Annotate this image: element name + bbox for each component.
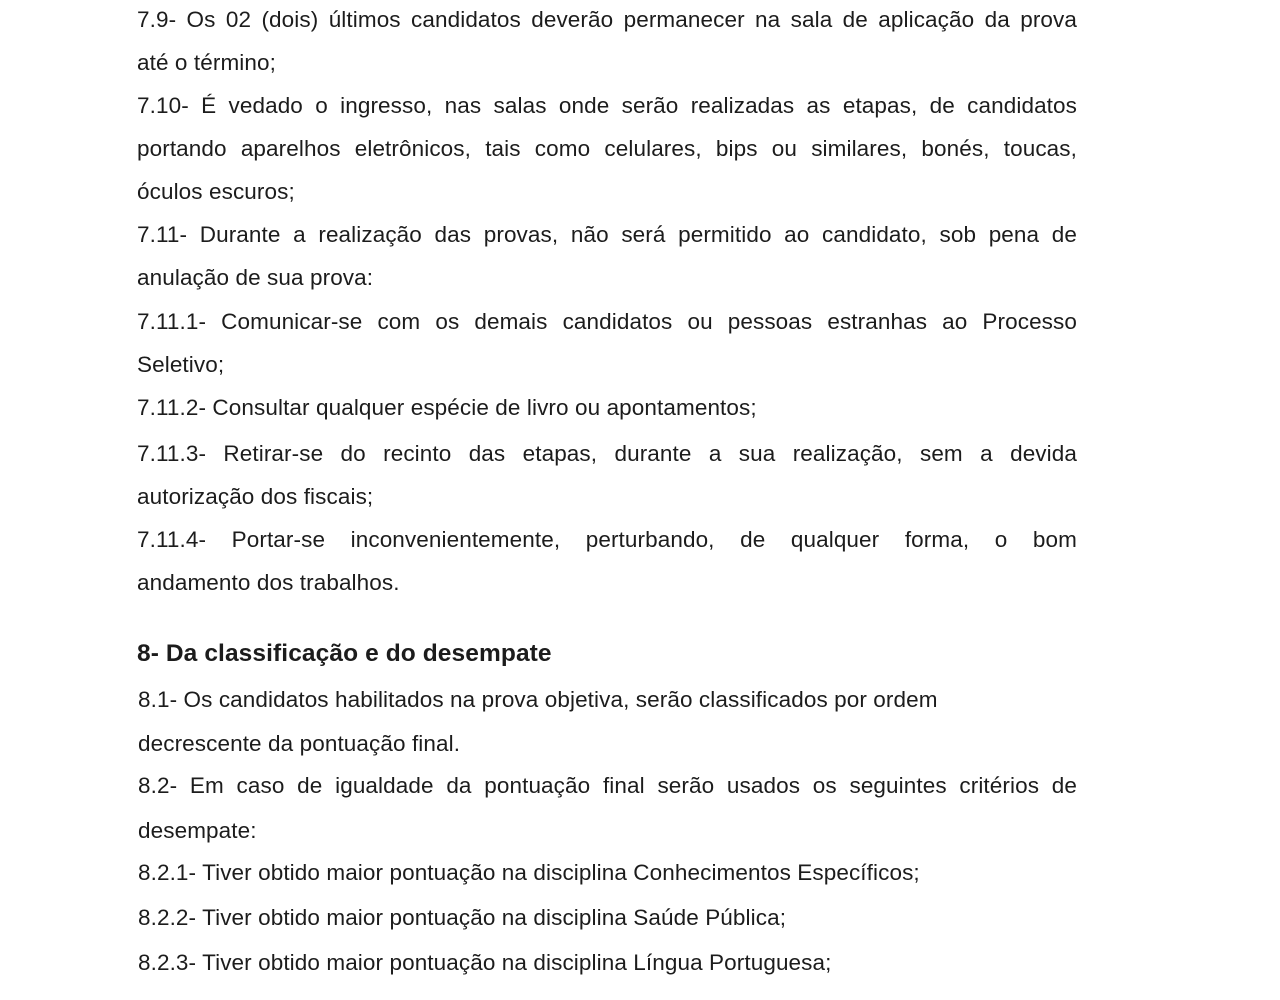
item-7-10-line-1: 7.10- É vedado o ingresso, nas salas onde serão realizadas as etapas, de candidatos <box>137 93 1077 118</box>
item-7-11-line-1: 7.11- Durante a realização das provas, não será permitido ao candidato, sob pena de <box>137 222 1077 247</box>
item-7-9-line-2: até o término; <box>137 50 276 75</box>
item-7-11-1-line-1: 7.11.1- Comunicar-se com os demais candidatos ou pessoas estranhas ao Processo <box>137 309 1077 334</box>
item-7-10-line-3: óculos escuros; <box>137 179 295 204</box>
item-7-11-line-2: anulação de sua prova: <box>137 265 374 290</box>
item-8-2-2-line-1: 8.2.2- Tiver obtido maior pontuação na disciplina Saúde Pública; <box>138 905 787 930</box>
item-7-11-1-line-2: Seletivo; <box>137 352 225 377</box>
item-7-11-3-line-1: 7.11.3- Retirar-se do recinto das etapas, durante a sua realização, sem a devida <box>137 441 1077 466</box>
item-8-1-line-2: decrescente da pontuação final. <box>138 731 461 756</box>
item-7-11-4-line-2: andamento dos trabalhos. <box>137 570 400 595</box>
item-8-2-3-line-1: 8.2.3- Tiver obtido maior pontuação na disciplina Língua Portuguesa; <box>138 950 832 975</box>
section-8-heading: 8- Da classificação e do desempate <box>137 640 552 667</box>
item-7-10-line-2: portando aparelhos eletrônicos, tais como celulares, bips ou similares, bonés, toucas, <box>137 136 1077 161</box>
item-8-2-line-1: 8.2- Em caso de igualdade da pontuação final serão usados os seguintes critérios de <box>138 773 1077 798</box>
item-7-11-2-line-1: 7.11.2- Consultar qualquer espécie de livro ou apontamentos; <box>137 395 757 420</box>
item-7-11-4-line-1: 7.11.4- Portar-se inconvenientemente, perturbando, de qualquer forma, o bom <box>137 527 1077 552</box>
item-8-1-line-1: 8.1- Os candidatos habilitados na prova objetiva, serão classificados por ordem <box>138 687 938 712</box>
item-7-9-line-1: 7.9- Os 02 (dois) últimos candidatos deverão permanecer na sala de aplicação da prova <box>137 7 1077 32</box>
item-7-11-3-line-2: autorização dos fiscais; <box>137 484 374 509</box>
item-8-2-line-2: desempate: <box>138 818 257 843</box>
document-page <box>137 0 1077 1000</box>
item-8-2-1-line-1: 8.2.1- Tiver obtido maior pontuação na disciplina Conhecimentos Específicos; <box>138 860 920 885</box>
